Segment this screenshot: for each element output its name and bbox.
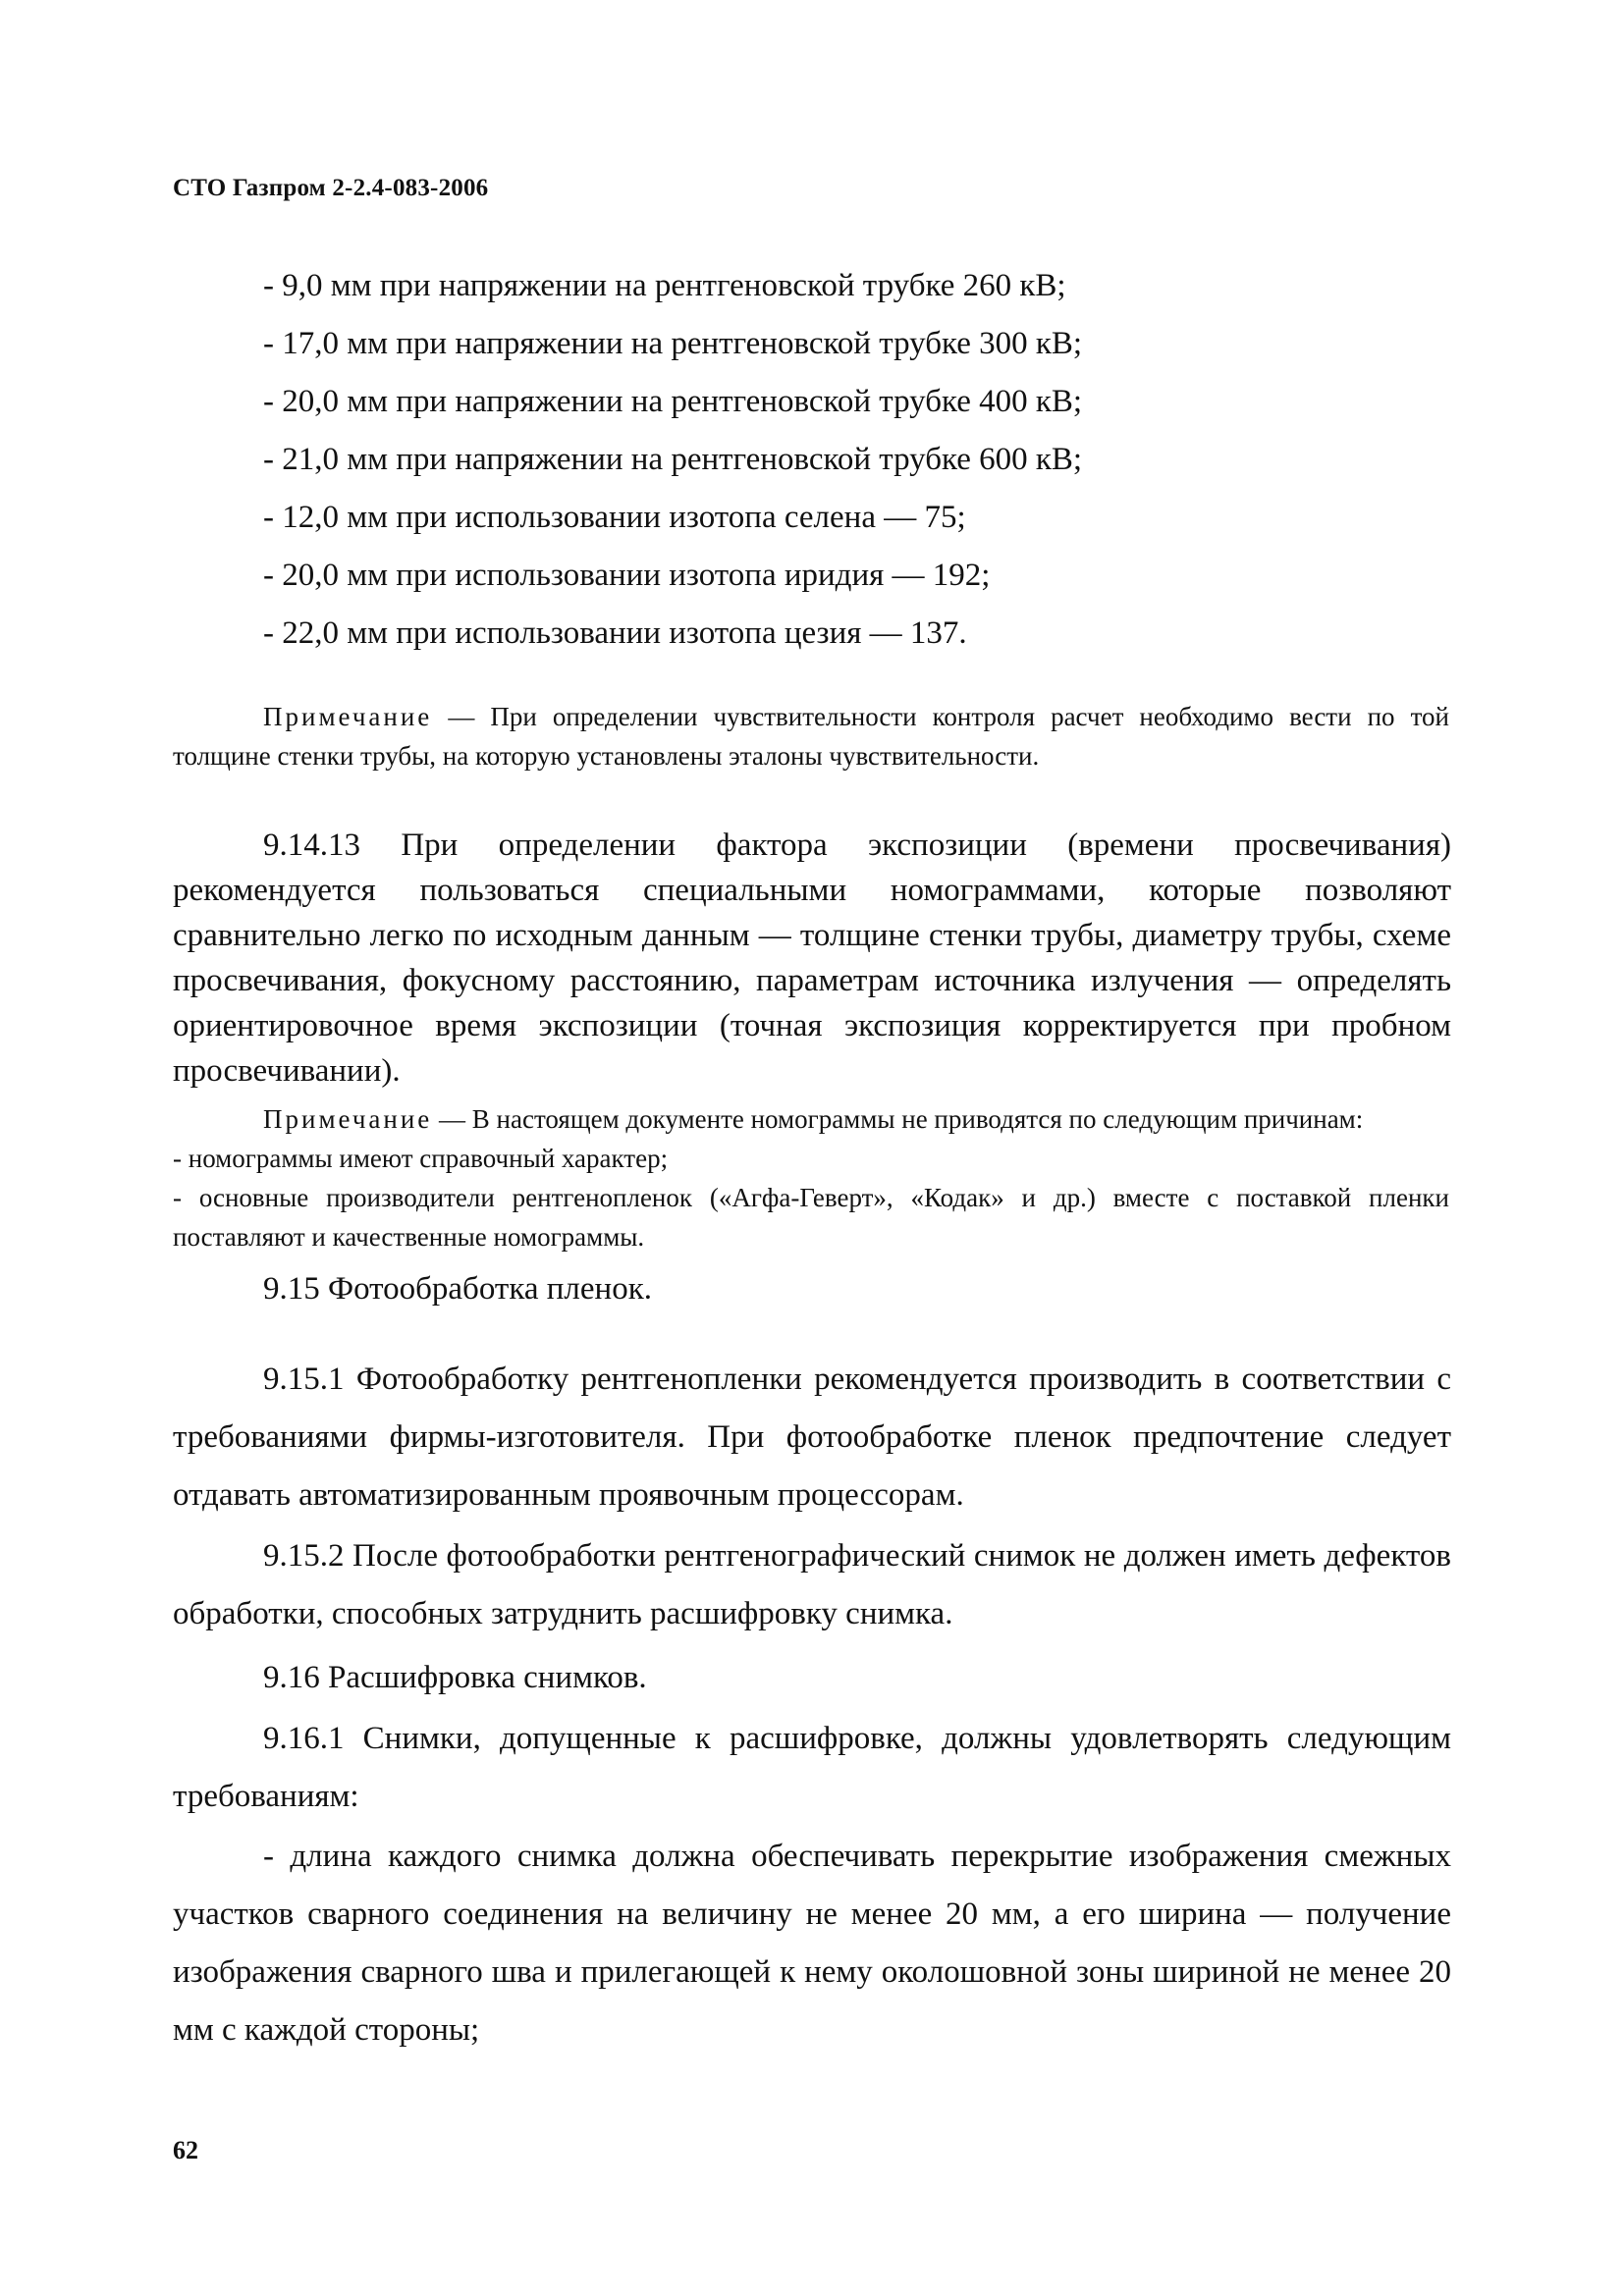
note-sensitivity [173, 697, 1449, 775]
list-item: - 21,0 мм при напряжении на рентгеновской трубке 600 кВ; [263, 442, 1083, 477]
thickness-list [263, 257, 1441, 663]
note-nomograms [173, 1099, 1449, 1256]
note-paragraph [173, 1099, 1449, 1139]
note-paragraph [173, 697, 1449, 775]
list-item: - 9,0 мм при напряжении на рентгеновской трубке 260 кВ; [263, 268, 1066, 303]
page-number: 62 [173, 2136, 198, 2164]
list-item: - 22,0 мм при использовании изотопа цезия — 137. [263, 615, 967, 651]
paragraph-9-15-1: 9.15.1 Фотообработку рентгенопленки рекомендуется производить в соответствии с требованиями фирмы-изготовителя. При фотообработке пленок предпочтение следует отдавать автоматизированным проявочным процессорам. [173, 1362, 1451, 1513]
paragraph-image-length: - длина каждого снимка должна обеспечивать перекрытие изображения смежных участков сварного соединения на величину не менее 20 мм, а его ширина — получение изображения сварного шва и прилегающей к нему околошовной зоны шириной не менее 20 мм с каждой стороны; [173, 1839, 1451, 2048]
note-item: - основные производители рентгенопленок («Агфа-Геверт», «Кодак» и др.) вместе с поставкой пленки поставляют и качественные номограммы. [173, 1183, 1449, 1252]
page-header: СТО Газпром 2-2.4-083-2006 [173, 175, 489, 201]
note-text: — При определении чувствительности контроля расчет необходимо вести по той толщине стенки трубы, на которую установлены эталоны чувствительности. [173, 702, 1449, 771]
list-item: - 20,0 мм при использовании изотопа иридия — 192; [263, 558, 991, 593]
heading-9-16: 9.16 Расшифровка снимков. [263, 1660, 647, 1695]
list-item: - 12,0 мм при использовании изотопа селена — 75; [263, 500, 966, 535]
note-text: — В настоящем документе номограммы не приводятся по следующим причинам: [432, 1104, 1364, 1134]
note-label: Примечание [263, 702, 433, 731]
paragraph-9-15-2: 9.15.2 После фотообработки рентгенографический снимок не должен иметь дефектов обработки, способных затруднить расшифровку снимка. [173, 1538, 1451, 1631]
note-label: Примечание [263, 1104, 433, 1134]
list-item: - 17,0 мм при напряжении на рентгеновской трубке 300 кВ; [263, 326, 1083, 361]
heading-9-15: 9.15 Фотообработка пленок. [263, 1271, 652, 1307]
note-item: - номограммы имеют справочный характер; [173, 1144, 669, 1173]
paragraph-9-16-1: 9.16.1 Снимки, допущенные к расшифровке, должны удовлетворять следующим требованиям: [173, 1721, 1451, 1814]
paragraph-9-14-13: 9.14.13 При определении фактора экспозиции (времени просвечивания) рекомендуется пользоваться специальными номограммами, которые позволяют сравнительно легко по исходным данным — толщине стенки трубы, диаметру трубы, схеме просвечивания, фокусному расстоянию, параметрам источника излучения — определять ориентировочное время экспозиции (точная экспозиция корректируется при пробном просвечивании). [173, 828, 1451, 1089]
list-item: - 20,0 мм при напряжении на рентгеновской трубке 400 кВ; [263, 384, 1083, 419]
